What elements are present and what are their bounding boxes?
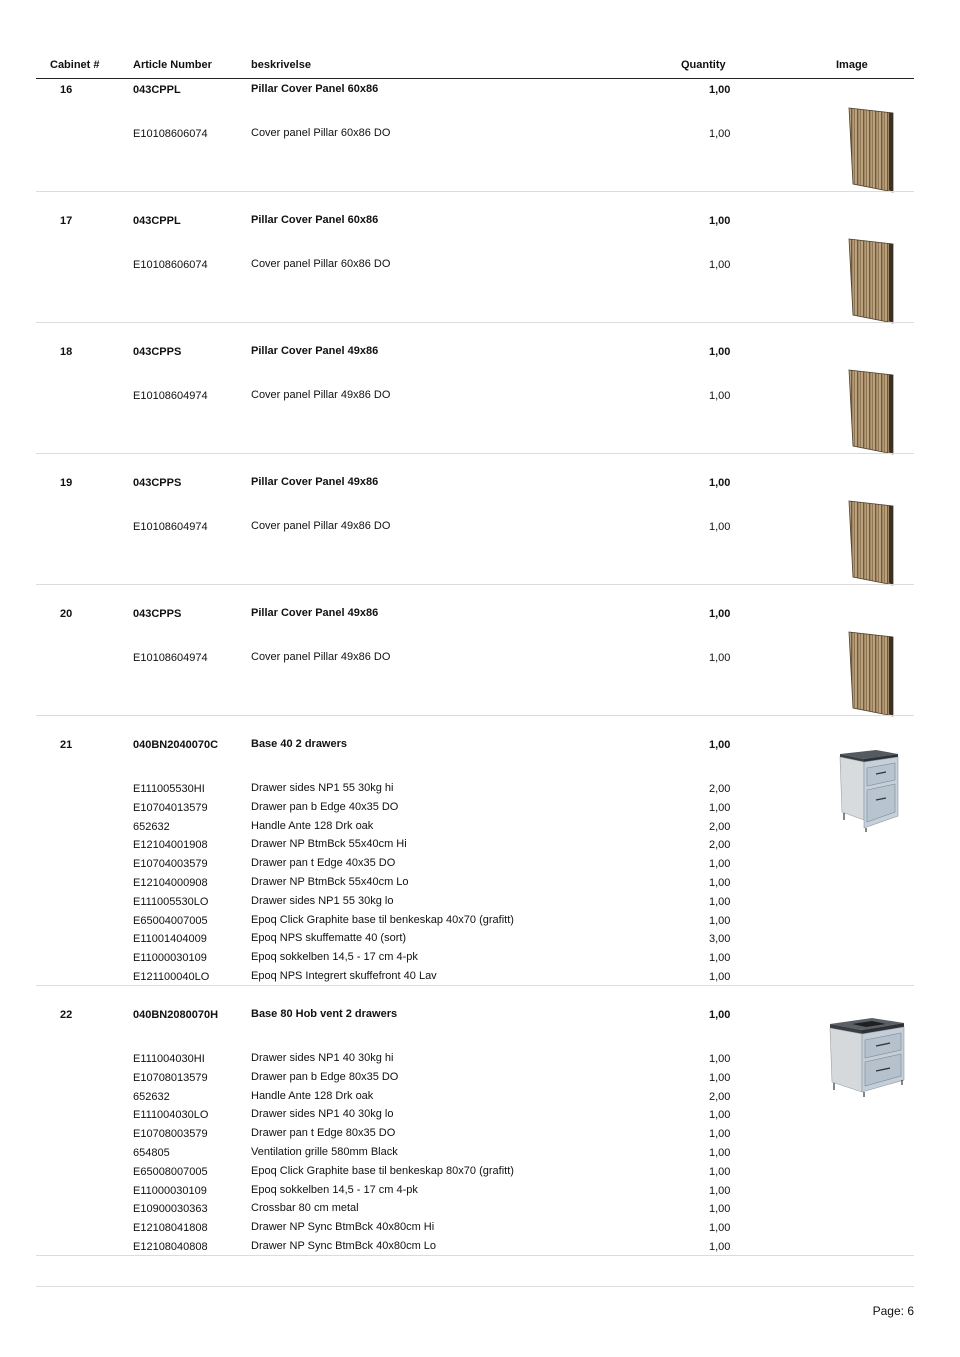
item-description: Epoq Click Graphite base til benkeskap 40x70 (grafitt) — [251, 913, 514, 926]
item-article-number: E10108604974 — [133, 652, 208, 664]
item-description: Cover panel Pillar 49x86 DO — [251, 389, 391, 401]
item-description: Drawer sides NP1 40 30kg lo — [251, 1108, 394, 1121]
item-quantity: 2,00 — [709, 839, 731, 852]
item-quantity: 1,00 — [709, 1184, 731, 1197]
drawer-cabinet-narrow-image — [836, 748, 902, 839]
item-quantity: 2,00 — [709, 1090, 731, 1103]
item-article-number: E10900030363 — [133, 1203, 208, 1216]
item-description: Crossbar 80 cm metal — [251, 1202, 359, 1215]
item-article-number: E11000030109 — [133, 952, 207, 965]
row-separator — [36, 322, 914, 323]
item-description: Cover panel Pillar 60x86 DO — [251, 258, 391, 270]
item-quantity: 2,00 — [709, 820, 731, 833]
item-quantity: 1,00 — [709, 1203, 731, 1216]
item-description: Handle Ante 128 Drk oak — [251, 1089, 374, 1102]
item-description: Handle Ante 128 Drk oak — [251, 819, 374, 832]
item-quantity: 1,00 — [709, 128, 731, 140]
item-quantity: 1,00 — [709, 914, 731, 927]
row-separator — [36, 191, 914, 192]
cabinet-code: 040BN2040070C — [133, 739, 219, 751]
cabinet-title: Base 40 2 drawers — [251, 738, 348, 750]
header-image: Image — [836, 59, 868, 71]
cabinet-quantity: 1,00 — [709, 477, 731, 489]
item-quantity: 1,00 — [709, 1241, 731, 1253]
row-separator — [36, 453, 914, 454]
item-description: Cover panel Pillar 49x86 DO — [251, 520, 391, 532]
cabinet-quantity: 1,00 — [709, 739, 731, 751]
cabinet-number: 21 — [60, 739, 73, 751]
cabinet-number: 18 — [60, 346, 73, 358]
item-article-number: E111004030LO — [133, 1109, 209, 1122]
drawer-cabinet-wide-image — [828, 1016, 906, 1105]
cabinet-number: 17 — [60, 215, 73, 227]
wood-panel-image — [845, 497, 897, 592]
cabinet-number: 16 — [60, 84, 73, 96]
item-description: Drawer NP Sync BtmBck 40x80cm Lo — [251, 1240, 437, 1252]
item-quantity: 1,00 — [709, 1222, 731, 1235]
item-description: Epoq sokkelben 14,5 - 17 cm 4-pk — [251, 951, 418, 964]
item-quantity: 2,00 — [709, 783, 731, 795]
row-separator — [36, 1255, 914, 1256]
item-quantity: 1,00 — [709, 1147, 731, 1159]
item-quantity: 1,00 — [709, 801, 731, 814]
item-description: Drawer pan t Edge 40x35 DO — [251, 857, 396, 870]
cabinet-number: 19 — [60, 477, 73, 489]
item-description: Drawer pan b Edge 40x35 DO — [251, 800, 399, 813]
item-quantity: 1,00 — [709, 971, 731, 983]
item-article-number: 652632 — [133, 820, 170, 833]
cabinet-code: 043CPPS — [133, 477, 182, 489]
item-quantity: 1,00 — [709, 390, 731, 402]
row-separator — [36, 584, 914, 585]
item-quantity: 1,00 — [709, 1128, 731, 1141]
item-article-number: E10708013579 — [133, 1071, 208, 1084]
item-description: Drawer NP BtmBck 55x40cm Hi — [251, 838, 407, 851]
cabinet-code: 043CPPL — [133, 215, 181, 227]
item-article-number: 652632 — [133, 1090, 170, 1103]
item-article-number: E111005530HI — [133, 783, 205, 795]
cabinet-code: 040BN2080070H — [133, 1009, 219, 1021]
item-quantity: 1,00 — [709, 1109, 731, 1122]
cabinet-title: Base 80 Hob vent 2 drawers — [251, 1008, 398, 1020]
cabinet-quantity: 1,00 — [709, 346, 731, 358]
item-article-number: E111004030HI — [133, 1053, 205, 1065]
cabinet-quantity: 1,00 — [709, 84, 731, 96]
cabinet-title: Pillar Cover Panel 49x86 — [251, 607, 379, 619]
item-quantity: 1,00 — [709, 858, 731, 871]
item-article-number: E12104000908 — [133, 877, 208, 889]
item-description: Drawer pan t Edge 80x35 DO — [251, 1127, 396, 1140]
cabinet-number: 22 — [60, 1009, 73, 1021]
item-quantity: 1,00 — [709, 895, 731, 908]
header-description: beskrivelse — [251, 59, 311, 71]
item-description: Drawer NP BtmBck 55x40cm Lo — [251, 876, 409, 888]
item-article-number: E10108606074 — [133, 259, 208, 271]
item-quantity: 1,00 — [709, 1165, 731, 1178]
cabinet-quantity: 1,00 — [709, 215, 731, 227]
item-article-number: 654805 — [133, 1147, 170, 1159]
item-quantity: 1,00 — [709, 521, 731, 533]
item-article-number: E121100040LO — [133, 971, 210, 983]
item-description: Epoq NPS Integrert skuffefront 40 Lav — [251, 970, 437, 982]
item-article-number: E10108604974 — [133, 521, 208, 533]
cabinet-title: Pillar Cover Panel 49x86 — [251, 476, 379, 488]
item-description: Drawer sides NP1 40 30kg hi — [251, 1052, 394, 1064]
item-article-number: E10108604974 — [133, 390, 208, 402]
item-article-number: E111005530LO — [133, 895, 209, 908]
item-article-number: E12108041808 — [133, 1222, 208, 1235]
wood-panel-image — [845, 235, 897, 330]
header-divider — [36, 78, 914, 79]
item-article-number: E11000030109 — [133, 1184, 207, 1197]
cabinet-quantity: 1,00 — [709, 1009, 731, 1021]
header-article-number: Article Number — [133, 59, 212, 71]
cabinet-number: 20 — [60, 608, 73, 620]
cabinet-code: 043CPPS — [133, 346, 182, 358]
page-number: Page: 6 — [872, 1304, 914, 1318]
item-article-number: E12108040808 — [133, 1241, 208, 1253]
item-article-number: E10704003579 — [133, 858, 208, 871]
item-quantity: 1,00 — [709, 952, 731, 965]
item-article-number: E65008007005 — [133, 1165, 208, 1178]
wood-panel-image — [845, 104, 897, 199]
item-quantity: 1,00 — [709, 877, 731, 889]
item-article-number: E10108606074 — [133, 128, 208, 140]
item-quantity: 1,00 — [709, 1071, 731, 1084]
cabinet-title: Pillar Cover Panel 60x86 — [251, 83, 379, 95]
cabinet-code: 043CPPS — [133, 608, 182, 620]
item-article-number: E12104001908 — [133, 839, 208, 852]
item-description: Drawer NP Sync BtmBck 40x80cm Hi — [251, 1221, 435, 1234]
item-article-number: E10708003579 — [133, 1128, 208, 1141]
item-article-number: E10704013579 — [133, 801, 208, 814]
cabinet-title: Pillar Cover Panel 49x86 — [251, 345, 379, 357]
cabinet-code: 043CPPL — [133, 84, 181, 96]
item-description: Cover panel Pillar 49x86 DO — [251, 651, 391, 663]
item-description: Epoq Click Graphite base til benkeskap 80x70 (grafitt) — [251, 1164, 514, 1177]
item-quantity: 3,00 — [709, 933, 731, 946]
item-description: Drawer sides NP1 55 30kg hi — [251, 782, 394, 794]
footer-separator — [36, 1286, 914, 1287]
header-quantity: Quantity — [681, 59, 726, 71]
header-cabinet: Cabinet # — [50, 59, 100, 71]
item-quantity: 1,00 — [709, 259, 731, 271]
item-description: Cover panel Pillar 60x86 DO — [251, 127, 391, 139]
item-description: Drawer pan b Edge 80x35 DO — [251, 1070, 399, 1083]
item-quantity: 1,00 — [709, 652, 731, 664]
item-article-number: E65004007005 — [133, 914, 208, 927]
wood-panel-image — [845, 628, 897, 723]
cabinet-quantity: 1,00 — [709, 608, 731, 620]
cabinet-title: Pillar Cover Panel 60x86 — [251, 214, 379, 226]
row-separator — [36, 985, 914, 986]
item-description: Drawer sides NP1 55 30kg lo — [251, 894, 394, 907]
item-description: Epoq sokkelben 14,5 - 17 cm 4-pk — [251, 1183, 418, 1196]
item-quantity: 1,00 — [709, 1053, 731, 1065]
item-article-number: E11001404009 — [133, 933, 207, 946]
row-separator — [36, 715, 914, 716]
item-description: Epoq NPS skuffematte 40 (sort) — [251, 932, 407, 945]
wood-panel-image — [845, 366, 897, 461]
item-description: Ventilation grille 580mm Black — [251, 1146, 398, 1158]
